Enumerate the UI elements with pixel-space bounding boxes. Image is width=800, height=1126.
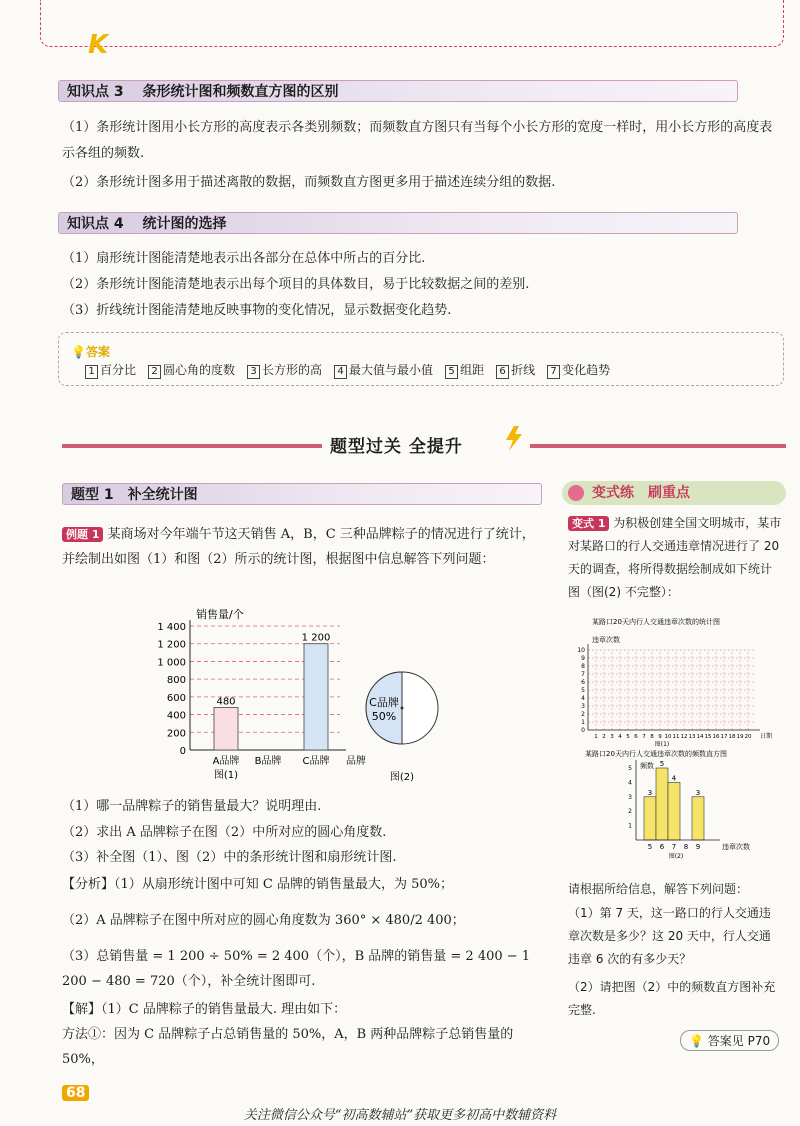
section-rule-right bbox=[530, 444, 786, 448]
pie-center bbox=[401, 707, 404, 710]
pie-label: C品牌 bbox=[369, 696, 399, 709]
bulb-icon: 💡答案 bbox=[71, 345, 110, 359]
practice-q2: （2）请把图（2）中的频数直方图补充完整. bbox=[568, 980, 776, 1017]
practice-q1: （1）第 7 天，这一路口的行人交通违章次数是多少？这 20 天中，行人交通违章 6 次的有多少天？ bbox=[568, 906, 771, 966]
kp4-p2: （2）条形统计图能清楚地表示出每个项目的具体数目，易于比较数据之间的差别. bbox=[62, 277, 530, 292]
bar-ytick: 1 200 bbox=[157, 639, 186, 651]
answer-ref-text: 答案见 P70 bbox=[707, 1034, 771, 1048]
practice-header bbox=[562, 481, 786, 505]
chart1-xtick: 8 bbox=[650, 734, 654, 740]
chart2-ytick: 2 bbox=[628, 808, 632, 816]
chart1-xtick: 17 bbox=[720, 734, 728, 740]
chart1-xtick: 7 bbox=[642, 734, 646, 740]
bar-data-label: 1 200 bbox=[301, 632, 331, 644]
chart2-xtick: 9 bbox=[695, 843, 701, 851]
chart1-xtick: 15 bbox=[704, 734, 712, 740]
chart2-ytick: 1 bbox=[628, 822, 632, 830]
chart1-xtick: 11 bbox=[672, 734, 680, 740]
question-1: （1）哪一品牌粽子的销售量最大？说明理由. bbox=[62, 799, 322, 814]
chart1-title: 某路口20天内行人交通违章次数的统计图 bbox=[592, 618, 720, 626]
summary-item-number: 2 bbox=[148, 365, 161, 379]
chart2-xtick: 5 bbox=[647, 843, 653, 851]
bar bbox=[214, 707, 238, 750]
chart2-caption: 图(2) bbox=[668, 853, 684, 860]
chart2-title: 某路口20天内行人交通违章次数的频数直方图 bbox=[585, 750, 727, 758]
chart1-ytick: 10 bbox=[577, 647, 585, 654]
chart1-ytick: 9 bbox=[581, 655, 585, 662]
practice-icon bbox=[568, 485, 584, 501]
chart1-xlabel: 日期 bbox=[760, 733, 773, 740]
chart1-xtick: 5 bbox=[626, 734, 630, 740]
kp4-p1: （1）扇形统计图能清楚地表示出各部分在总体中所占的百分比. bbox=[62, 251, 426, 266]
chart1-xtick: 3 bbox=[610, 734, 614, 740]
summary-item-text: 百分比 bbox=[100, 363, 137, 377]
bar-category: B品牌 bbox=[254, 756, 282, 767]
chart2-bar-label: 3 bbox=[695, 788, 701, 797]
chart2-bar-label: 3 bbox=[647, 788, 653, 797]
chart2-ytick: 5 bbox=[628, 765, 632, 772]
chart1-ytick: 7 bbox=[581, 671, 585, 678]
chart1-xtick: 12 bbox=[680, 734, 688, 740]
summary-item-number: 5 bbox=[445, 365, 458, 379]
chart1-ytick: 3 bbox=[581, 703, 585, 710]
example-statement bbox=[62, 522, 546, 572]
bar-data-label: 480 bbox=[216, 696, 236, 708]
chart1-xtick: 6 bbox=[634, 734, 638, 740]
bar-ylabel: 销售量/个 bbox=[196, 608, 244, 621]
chart2-xtick: 7 bbox=[671, 843, 677, 851]
summary-item-number: 7 bbox=[547, 365, 560, 379]
bar-ytick: 600 bbox=[166, 692, 186, 704]
chart1-ytick: 8 bbox=[581, 663, 585, 670]
analysis-1: 【分析】（1）从扇形统计图中可知 C 品牌的销售量最大，为 50%； bbox=[62, 877, 454, 892]
chart2-ytick: 3 bbox=[628, 793, 632, 801]
summary-item bbox=[148, 363, 235, 377]
bar-category: C品牌 bbox=[302, 756, 330, 767]
summary-label: 答案 bbox=[85, 345, 110, 359]
bar-ytick: 400 bbox=[166, 710, 186, 722]
chart1-caption: 图(1) bbox=[654, 741, 670, 748]
solution-1: 【解】（1）C 品牌粽子的销售量最大. 理由如下： bbox=[62, 1002, 347, 1017]
page-number: 68 bbox=[62, 1085, 89, 1101]
chart1-ytick: 2 bbox=[581, 711, 585, 718]
solution-2: 方法①：因为 C 品牌粽子占总销售量的 50%，A，B 两种品牌粽子总销售量的 50%， bbox=[62, 1027, 514, 1067]
bar-ytick: 1 400 bbox=[157, 622, 186, 633]
chart1-xtick: 20 bbox=[744, 734, 752, 740]
chart2-bar-label: 5 bbox=[659, 760, 665, 768]
analysis-2: （2）A 品牌粽子在图中所对应的圆心角度数为 360° × 480/2 400； bbox=[62, 913, 465, 928]
chart1-ytick: 6 bbox=[581, 679, 585, 686]
chart2-bar bbox=[692, 797, 704, 840]
summary-item bbox=[445, 363, 484, 377]
bar-ytick: 0 bbox=[179, 746, 186, 757]
bar-xlabel: 品牌 bbox=[346, 756, 366, 767]
chart2-ytick: 4 bbox=[628, 779, 632, 787]
bar-category: A品牌 bbox=[212, 756, 240, 767]
answer-reference[interactable]: 💡 答案见 P70 bbox=[680, 1030, 779, 1051]
summary-item-number: 4 bbox=[334, 365, 347, 379]
answer-summary bbox=[58, 332, 784, 386]
section-rule-left bbox=[62, 444, 322, 448]
question-2: （2）求出 A 品牌粽子在图（2）中所对应的圆心角度数. bbox=[62, 825, 387, 840]
footer-text: 关注微信公众号“初高数辅站”获取更多初高中数辅资料 bbox=[243, 1108, 557, 1123]
chart1-xtick: 14 bbox=[696, 734, 704, 740]
kp3-p2: （2）条形统计图多用于描述离散的数据，而频数直方图更多用于描述连续分组的数据. bbox=[62, 175, 556, 190]
summary-item-number: 6 bbox=[496, 365, 509, 379]
question-3: （3）补全图（1）、图（2）中的条形统计图和扇形统计图. bbox=[62, 850, 397, 865]
summary-item-number: 1 bbox=[85, 365, 98, 379]
kp3-title: 条形统计图和频数直方图的区别 bbox=[142, 84, 339, 100]
chart1-ytick: 0 bbox=[581, 727, 585, 734]
lightning-icon bbox=[500, 424, 528, 452]
summary-item-text: 长方形的高 bbox=[262, 363, 323, 377]
practice-title: 变式练 刷重点 bbox=[592, 485, 690, 501]
chart1-xtick: 13 bbox=[688, 734, 696, 740]
example-text: 某商场对今年端午节这天销售 A，B，C 三种品牌粽子的情况进行了统计，并绘制出如图（1）和图（2）所示的统计图，根据图中信息解答下列问题： bbox=[62, 527, 535, 567]
summary-item-text: 最大值与最小值 bbox=[349, 363, 434, 377]
section-title: 题型过关 全提升 bbox=[330, 437, 463, 457]
chart1-ytick: 5 bbox=[581, 687, 585, 694]
bar bbox=[304, 644, 328, 750]
summary-item bbox=[85, 363, 136, 377]
chart2-bar bbox=[644, 797, 656, 840]
chart1-ylabel: 违章次数 bbox=[592, 636, 620, 644]
kp3-p1: （1）条形统计图用小长方形的高度表示各类别频数；而频数直方图只有当每个小长方形的宽度一样时，用小长方形的高度表示各组的频数. bbox=[62, 120, 773, 161]
pie-label: 50% bbox=[371, 710, 397, 723]
analysis-3: （3）总销售量 = 1 200 ÷ 50% = 2 400（个），B 品牌的销售量 = 2 400 − 1 200 − 480 = 720（个），补全统计图即可. bbox=[62, 949, 531, 989]
summary-item bbox=[247, 363, 322, 377]
summary-item bbox=[334, 363, 433, 377]
k-logo: K bbox=[88, 30, 109, 60]
practice-text: 为积极创建全国文明城市，某市对某路口的行人交通违章情况进行了 20 天的调查，将所得数据绘制成如下统计图（图(2) 不完整）： bbox=[568, 516, 782, 599]
chart2-ylabel: 频数 bbox=[640, 762, 654, 770]
chart1-xtick: 19 bbox=[736, 734, 744, 740]
summary-items bbox=[85, 361, 622, 379]
bar-ytick: 200 bbox=[166, 728, 186, 740]
right-charts bbox=[566, 614, 786, 874]
chart1-xtick: 1 bbox=[594, 734, 598, 740]
kp4-title: 统计图的选择 bbox=[142, 216, 227, 232]
pie-chart bbox=[362, 668, 446, 788]
kp4-p3: （3）折线统计图能清楚地反映事物的变化情况，显示数据变化趋势. bbox=[62, 303, 452, 318]
bar-ytick: 800 bbox=[166, 675, 186, 687]
practice-tag: 变式 1 bbox=[568, 516, 609, 531]
kp3-num: 知识点 3 bbox=[67, 84, 124, 100]
bar-chart bbox=[140, 608, 370, 788]
chart1-xtick: 4 bbox=[618, 734, 622, 740]
summary-item-text: 圆心角的度数 bbox=[163, 363, 236, 377]
chart2-xtick: 8 bbox=[683, 843, 689, 851]
practice-q0: 请根据所给信息，解答下列问题： bbox=[568, 882, 749, 896]
example-tag: 例题 1 bbox=[62, 527, 103, 542]
kp4-num: 知识点 4 bbox=[67, 216, 124, 232]
summary-item-number: 3 bbox=[247, 365, 260, 379]
chart1-xtick: 18 bbox=[728, 734, 736, 740]
chart1-ytick: 1 bbox=[581, 719, 585, 726]
chart2-xlabel: 违章次数 bbox=[722, 843, 750, 851]
kp3-header bbox=[58, 80, 738, 102]
chart1-xtick: 16 bbox=[712, 734, 720, 740]
summary-item-text: 组距 bbox=[460, 363, 485, 377]
pie-caption: 图(2) bbox=[389, 772, 415, 783]
chart2-xtick: 6 bbox=[659, 843, 665, 851]
chart1-xtick: 10 bbox=[664, 734, 672, 740]
top-frame bbox=[40, 0, 784, 47]
type1-header: 题型 1 补全统计图 bbox=[62, 483, 542, 505]
practice-statement bbox=[568, 512, 782, 604]
chart2-bar-label: 4 bbox=[671, 774, 677, 783]
bar-ytick: 1 000 bbox=[157, 657, 186, 669]
summary-item bbox=[496, 363, 535, 377]
summary-item-text: 变化趋势 bbox=[562, 363, 611, 377]
chart1-xtick: 9 bbox=[658, 734, 662, 740]
summary-item bbox=[547, 363, 610, 377]
bar-caption: 图(1) bbox=[213, 770, 239, 781]
chart2-bar bbox=[656, 768, 668, 840]
chart2-bar bbox=[668, 782, 680, 840]
kp4-header bbox=[58, 212, 738, 234]
chart1-ytick: 4 bbox=[581, 695, 585, 702]
chart1-xtick: 2 bbox=[602, 734, 606, 740]
summary-item-text: 折线 bbox=[511, 363, 536, 377]
